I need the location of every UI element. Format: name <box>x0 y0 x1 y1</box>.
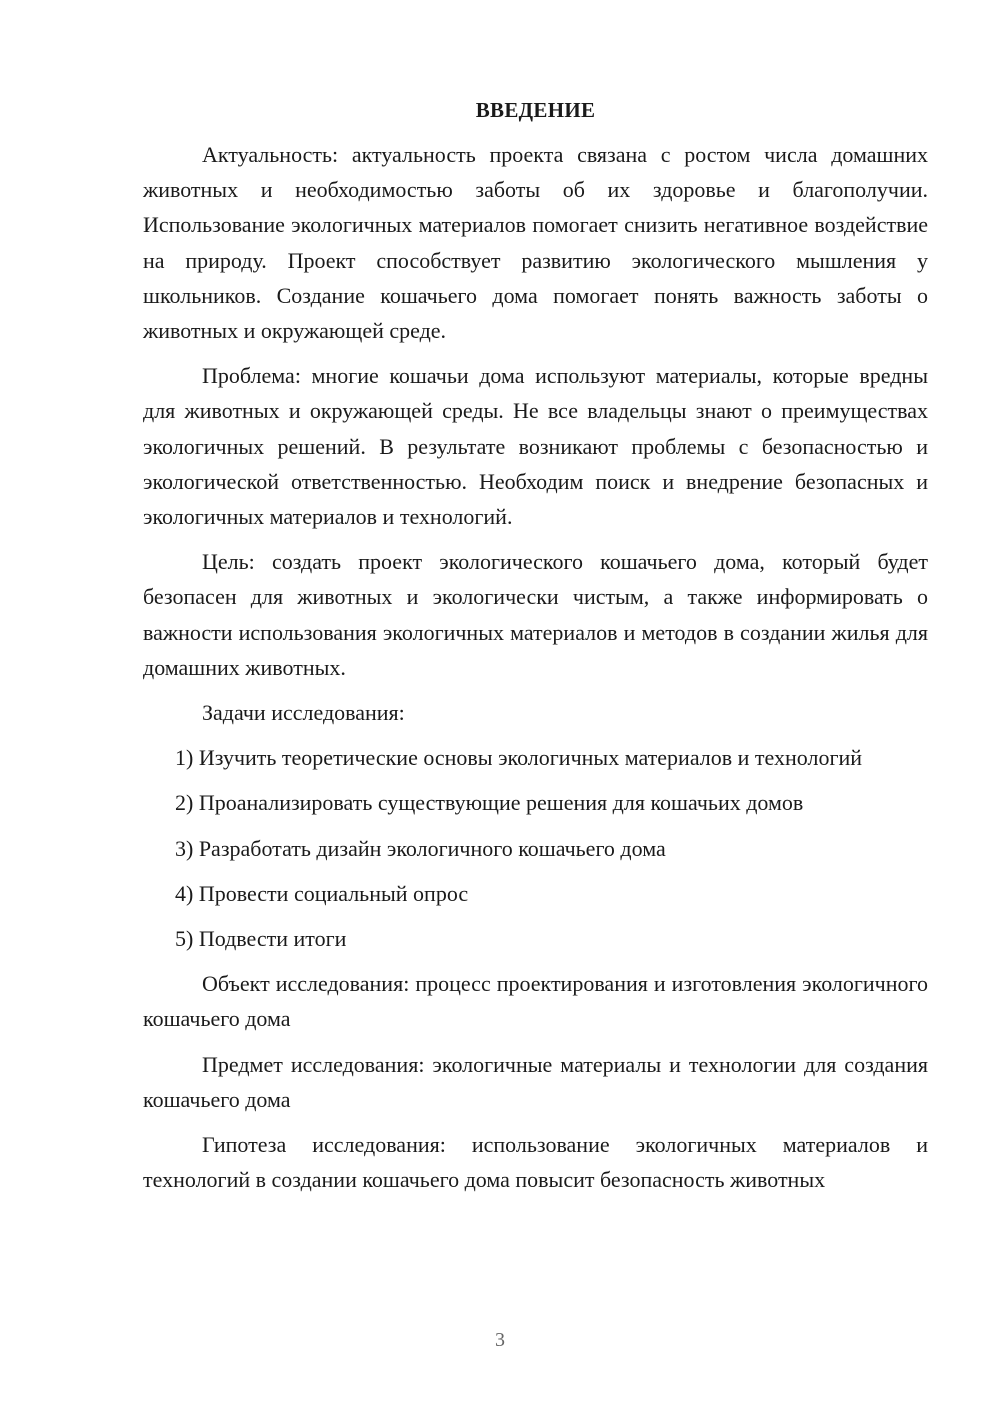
task-item-4: 4) Провести социальный опрос <box>175 880 469 906</box>
paragraph-goal: Цель: создать проект экологического кошачьего дома, который будет безопасен для животных и экологически чистым, а также информировать о важности использования экологичных материалов и методов в создании жилья для домашних животных. <box>143 549 928 680</box>
task-item-1: 1) Изучить теоретические основы экологичных материалов и технологий <box>175 745 863 771</box>
page-title: ВВЕДЕНИЕ <box>475 98 596 122</box>
page-content <box>143 95 928 1207</box>
task-item-3: 3) Разработать дизайн экологичного кошачьего дома <box>175 835 666 861</box>
task-item-5: 5) Подвести итоги <box>175 926 347 952</box>
paragraph-hypothesis: Гипотеза исследования: использование экологичных материалов и технологий в создании кошачьего дома повысит безопасность животных <box>143 1132 928 1193</box>
task-item-2: 2) Проанализировать существующие решения для кошачьих домов <box>175 790 804 816</box>
paragraph-problem: Проблема: многие кошачьи дома используют материалы, которые вредны для животных и окружающей среды. Не все владельцы знают о преимуществах экологичных решений. В результате возникают проблемы с безопасностью и экологической ответственностью. Необходим поиск и внедрение безопасных и экологичных материалов и технологий. <box>143 363 928 530</box>
tasks-heading: Задачи исследования: <box>202 700 405 726</box>
paragraph-object: Объект исследования: процесс проектирования и изготовления экологичного кошачьего дома <box>143 971 928 1032</box>
paragraph-relevance: Актуальность: актуальность проекта связана с ростом числа домашних животных и необходимостью заботы об их здоровье и благополучии. Использование экологичных материалов помогает снизить негативное воздействие на природу. Проект способствует развитию экологического мышления у школьников. Создание кошачьего дома помогает понять важность заботы о животных и окружающей среде. <box>143 142 928 344</box>
page-number: 3 <box>495 1329 505 1351</box>
paragraph-subject: Предмет исследования: экологичные материалы и технологии для создания кошачьего дома <box>143 1051 928 1112</box>
